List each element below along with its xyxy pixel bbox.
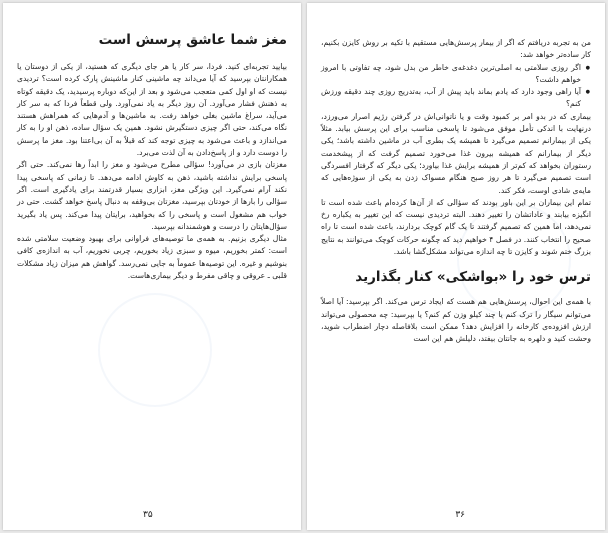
right-page <box>307 3 605 530</box>
paragraph: مثال دیگری بزنیم. به همه‌ی ما توصیه‌های فراوانی برای بهبود وضعیت سلامتی شده است: کمتر بخوریم، میوه و سبزی زیاد بخوریم، چربی نخوریم، آب به اندازه‌ی کافی بنوشیم و غیره. این توصیه‌ها عموماً به جایی نمی‌رسد. گواهش هم میزان زیاد مشکلات قلبی ـ عروقی و چاقی مفرط و دیگر بیماری‌هاست. <box>17 234 287 281</box>
left-page <box>3 3 301 530</box>
section-title: مغز شما عاشق پرسش است <box>98 32 287 48</box>
paragraph: بیماری که در بدو امر بر کمبود وقت و یا ناتوانی‌اش در گرفتن رژیم اصرار می‌ورزد، درنهایت با اندکی تأمل موفق می‌شود تا پاسخی مناسب برای این پرسش بیابد. مثلاً یکی از بیمارانم تصمیم می‌گیرد تا همیشه یک بطری آب در ماشین داشته باشد؛ یکی دیگر از بیمارانم که همیشه بیرون غذا می‌خورد تصمیم گرفت که از پیشخدمت رستوران بخواهد که کم‌تر از همیشه برایش غذا بیاورد؛ یکی دیگر که گرفتار افسردگی است تصمیم می‌گیرد تا هر روز صبح هنگام مسواک زدن به یکی از سوژه‌هایی که مایه‌ی شادی اوست، فکر کند. <box>321 111 591 195</box>
page-number: ۳۵ <box>143 510 153 520</box>
intro-paragraph: من به تجربه دریافتم که اگر از بیمار پرسش‌هایی مستقیم با تکیه بر روش کایزن بکنیم، کار ساده‌تر خواهد شد: <box>321 38 591 60</box>
right-page-content <box>321 37 591 346</box>
list-item: ● آیا راهی وجود دارد که یادم بماند باید پیش از آب، به‌تدریج روزی چند دقیقه ورزش کنم؟ <box>321 86 581 111</box>
page-number: ۳۶ <box>455 510 465 520</box>
section-title: ترس خود را «بواشکی» کنار بگذارید <box>355 269 591 286</box>
watermark-seal <box>98 293 212 407</box>
paragraph: با همه‌ی این احوال، پرسش‌هایی هم هست که ایجاد ترس می‌کند. اگر بپرسید: آیا اصلاً می‌توانم سیگار را ترک کنم یا چند کیلو وزن کم کنم؟ یا بپرسید: چه محصولی می‌تواند ارزش افزوده‌ی کارخانه را افزایش دهد؟ ممکن است بلافاصله دچار اضطراب شوید، وحشت کنید و دلهره به جانتان بیفتد، دلیلش هم این است <box>321 297 591 344</box>
book-spread <box>3 3 605 530</box>
left-page-content <box>17 31 287 282</box>
paragraph: تمام این بیماران بر این باور بودند که سؤالی که از آن‌ها کرده‌ام باعث شده است تا انگیزه بیابند و عاداتشان را تغییر دهند. البته تردیدی نیست که این تغییر به یکباره رخ نمی‌دهد، اما همین که تصمیم گرفتند تا یک گام کوچک بردارند، باعث شده است تا راه صحیح را انتخاب کنند. در فصل ۴ خواهیم دید که چگونه حرکات کوچک می‌توانند به نتایج بزرگ ختم شوند و کایزن تا چه اندازه می‌تواند مشکل‌گشا باشد. <box>321 197 592 257</box>
list-item: ● اگر روزی سلامتی به اصلی‌ترین دغدغه‌ی خاطر من بدل شود، چه تفاوتی با امروز خواهم داشت؟ <box>321 62 581 87</box>
paragraph: بیایید تجربه‌ای کنید. فردا، سر کار یا هر جای دیگری که هستید، از یکی از دوستان یا همکارانتان بپرسید که آیا می‌داند چه ماشینی کنار ماشینش پارک کرده است؟ تردیدی نیست که او اول کمی متعجب می‌شود و بعد از این‌که دوباره پرسیدید، یک دقیقه کوتاه به ذهنش فشار می‌آورد. آن روز دیگر به یاد نمی‌آورد. ولی قطعاً فردا که به سر کار می‌آید، سراغ ماشین بغلی خواهد رفت. به ماشین‌ها و آدم‌هایی که همراهش هستند نگاه می‌کند، حتی اگر چیزی دستگیرش نشود. همین یک سؤال ساده، ذهن او را به کار می‌اندازد و باعث می‌شود به چیزی توجه کند که قبلاً به آن بی‌اعتنا بود. مغز ما پرسش را دوست دارد و از پاسخ‌دادن به آن لذت می‌برد. <box>17 62 287 158</box>
question-list <box>321 62 591 111</box>
paragraph: مغزتان بازی در می‌آورد! سؤالی مطرح می‌شود و مغز را ابداً رها نمی‌کند. حتی اگر پاسخی برایش نداشته باشید، ذهن به کاوش ادامه می‌دهد. تا زمانی که پاسخی پیدا نکند آرام نمی‌گیرد. این ویژگی مغز، ابزاری بسیار قدرتمند برای یادگیری است. اگر سؤالی را بارها از خودتان بپرسید، مغزتان بی‌وقفه به دنبال پاسخ خواهد گشت. حتی در خواب هم مشغول است و پاسخی را که بخواهید، برایتان پیدا می‌کند. پس یاد بگیرید سؤال‌هایتان را درست و هوشمندانه بپرسید. <box>17 160 287 231</box>
